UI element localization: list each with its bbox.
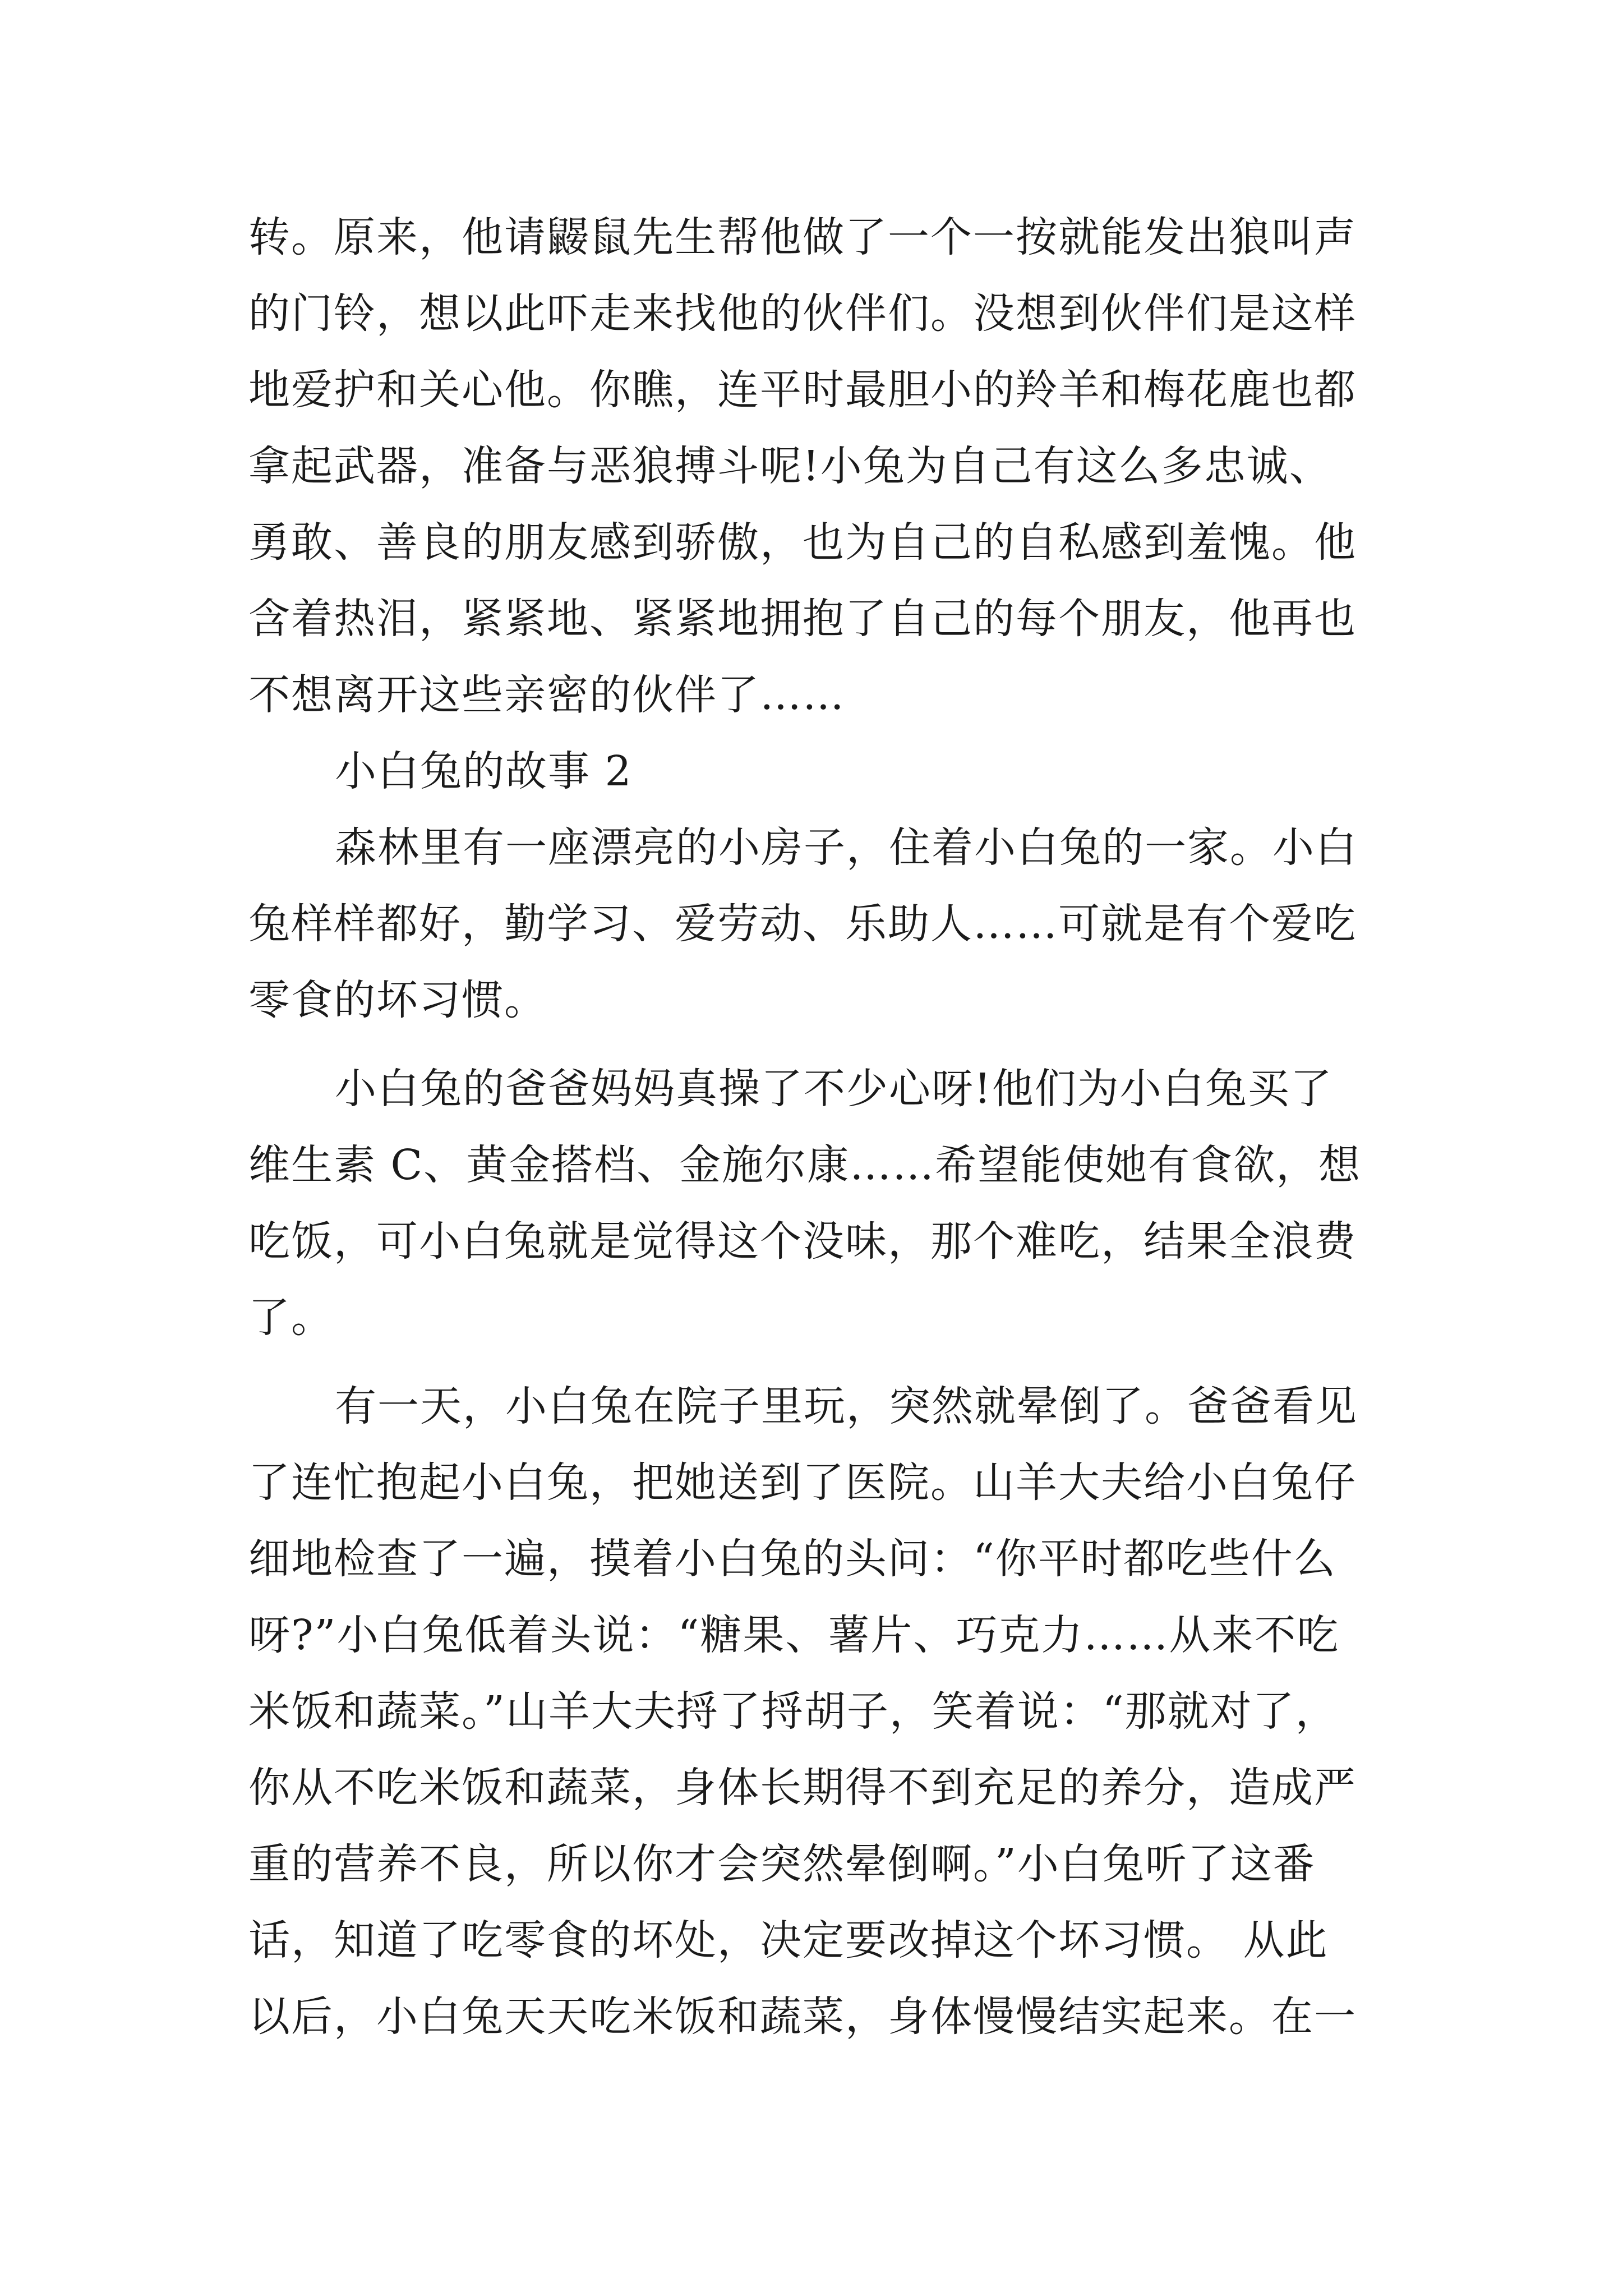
text-line: 了。 <box>248 1294 334 1342</box>
body-text <box>248 199 1393 2055</box>
text-line: 细地检查了一遍，摸着小白兔的头问：“你平时都吃些什么 <box>248 1535 1336 1583</box>
text-line: 拿起武器，准备与恶狼搏斗呢!小兔为自己有这么多忠诚、 <box>248 442 1332 490</box>
text-line: 地爱护和关心他。你瞧，连平时最胆小的羚羊和梅花鹿也都 <box>248 366 1357 414</box>
section-heading: 小白兔的故事 2 <box>335 747 633 795</box>
text-line: 的门铃，想以此吓走来找他的伙伴们。没想到伙伴们是这样 <box>248 289 1357 338</box>
text-line: 勇敢、善良的朋友感到骄傲，也为自己的自私感到羞愧。他 <box>248 518 1357 567</box>
text-line: 小白兔的爸爸妈妈真操了不少心呀!他们为小白兔买了 <box>335 1065 1333 1113</box>
text-line: 呀?”小白兔低着头说：“糖果、薯片、巧克力……从来不吃 <box>248 1611 1340 1659</box>
text-line: 森林里有一座漂亮的小房子，住着小白兔的一家。小白 <box>335 823 1358 872</box>
text-line: 话，知道了吃零食的坏处，决定要改掉这个坏习惯。 从此 <box>248 1916 1329 1964</box>
text-line: 含着热泪，紧紧地、紧紧地拥抱了自己的每个朋友，他再也 <box>248 595 1357 643</box>
text-line: 不想离开这些亲密的伙伴了…… <box>248 671 845 719</box>
text-line: 了连忙抱起小白兔，把她送到了医院。山羊大夫给小白兔仔 <box>248 1458 1357 1507</box>
text-line: 重的营养不良，所以你才会突然晕倒啊。”小白兔听了这番 <box>248 1840 1316 1888</box>
text-line: 米饭和蔬菜。”山羊大夫捋了捋胡子，笑着说：“那就对了， <box>248 1687 1338 1736</box>
text-line: 以后，小白兔天天吃米饭和蔬菜，身体慢慢结实起来。在一 <box>248 1993 1357 2041</box>
text-line: 吃饭，可小白兔就是觉得这个没味，那个难吃，结果全浪费 <box>248 1217 1357 1266</box>
text-line: 转。原来，他请鼹鼠先生帮他做了一个一按就能发出狼叫声 <box>248 213 1357 261</box>
text-line: 你从不吃米饭和蔬菜，身体长期得不到充足的养分，造成严 <box>248 1764 1357 1812</box>
text-line: 兔样样都好，勤学习、爱劳动、乐助人……可就是有个爱吃 <box>248 900 1357 948</box>
text-line: 有一天，小白兔在院子里玩，突然就晕倒了。爸爸看见 <box>335 1382 1358 1430</box>
text-line: 零食的坏习惯。 <box>248 976 547 1024</box>
text-line: 维生素 C、黄金搭档、金施尔康……希望能使她有食欲，想 <box>248 1141 1362 1189</box>
